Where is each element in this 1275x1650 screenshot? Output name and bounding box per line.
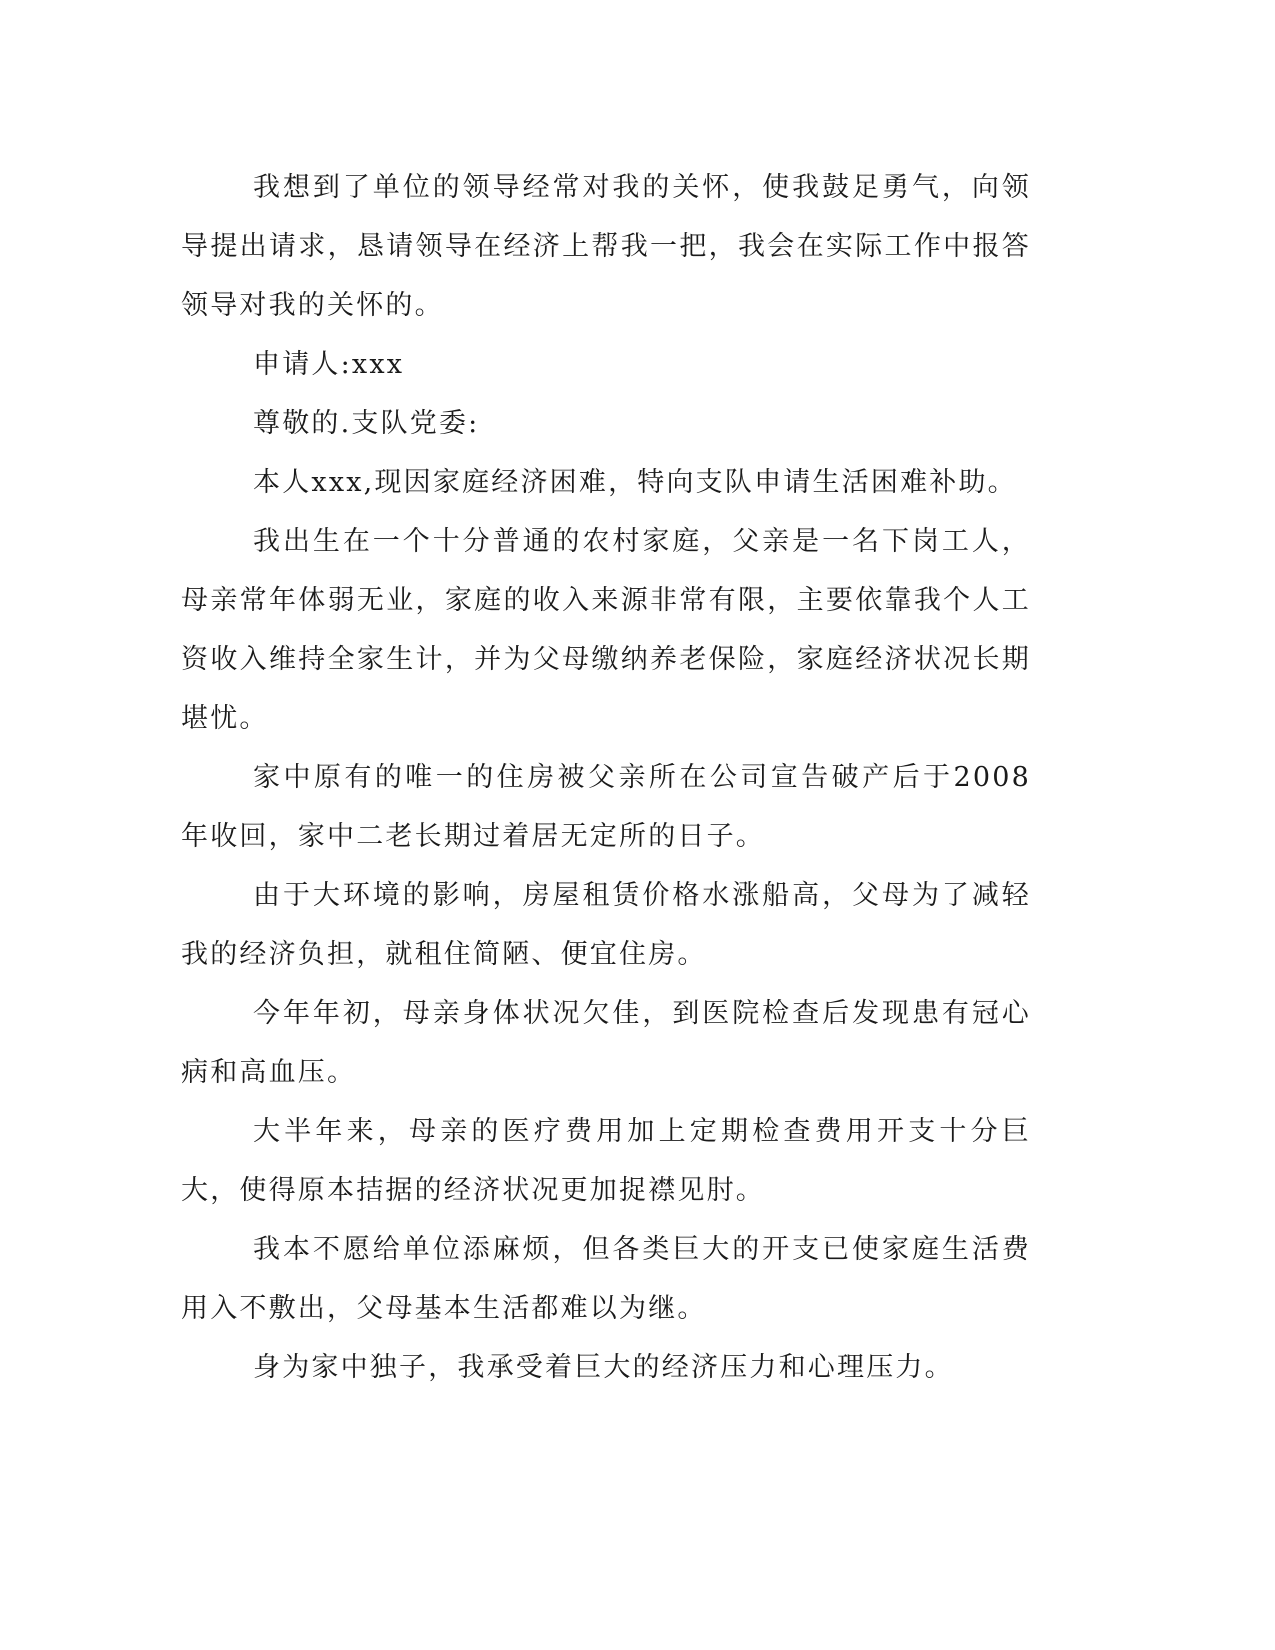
paragraph-medical-costs: 大半年来，母亲的医疗费用加上定期检查费用开支十分巨大，使得原本拮据的经济状况更加捉襟见肘。 <box>181 1116 1031 1206</box>
paragraph-application-statement: 本人xxx,现因家庭经济困难，特向支队申请生活困难补助。 <box>253 467 1017 498</box>
paragraph-family-background: 我出生在一个十分普通的农村家庭，父亲是一名下岗工人，母亲常年体弱无业，家庭的收入来源非常有限，主要依靠我个人工资收入维持全家生计，并为父母缴纳养老保险，家庭经济状况长期堪忧。 <box>181 526 1031 734</box>
paragraph-housing-loss: 家中原有的唯一的住房被父亲所在公司宣告破产后于2008年收回，家中二老长期过着居无定所的日子。 <box>181 762 1031 852</box>
paragraph-salutation: 尊敬的.支队党委: <box>253 408 480 439</box>
paragraph-living-expenses: 我本不愿给单位添麻烦，但各类巨大的开支已使家庭生活费用入不敷出，父母基本生活都难以为继。 <box>181 1234 1031 1324</box>
document-body <box>181 158 1031 1397</box>
paragraph-only-son-pressure: 身为家中独子，我承受着巨大的经济压力和心理压力。 <box>253 1352 954 1383</box>
paragraph-request-gratitude: 我想到了单位的领导经常对我的关怀，使我鼓足勇气，向领导提出请求，恳请领导在经济上帮我一把，我会在实际工作中报答领导对我的关怀的。 <box>181 172 1031 321</box>
paragraph-rent-burden: 由于大环境的影响，房屋租赁价格水涨船高，父母为了减轻我的经济负担，就租住简陋、便宜住房。 <box>181 880 1031 970</box>
paragraph-applicant-signature: 申请人:xxx <box>253 349 405 380</box>
paragraph-mother-illness: 今年年初，母亲身体状况欠佳，到医院检查后发现患有冠心病和高血压。 <box>181 998 1031 1088</box>
